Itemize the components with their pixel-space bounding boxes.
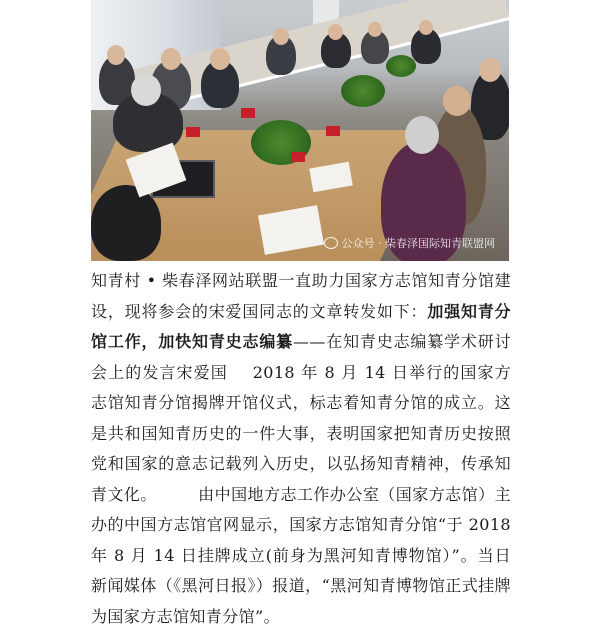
- participant-head: [131, 74, 161, 106]
- participant-head: [161, 48, 181, 70]
- participant-head: [368, 22, 382, 37]
- participant-head: [210, 48, 230, 70]
- name-card: [291, 152, 305, 162]
- article-subtitle: 在知青史志编纂学术研讨会上的发言宋爱国: [91, 332, 511, 382]
- table-plant: [341, 75, 385, 107]
- table-plant: [386, 55, 416, 77]
- watermark: [324, 235, 496, 251]
- participant-head: [443, 86, 471, 116]
- participant-head: [273, 28, 289, 45]
- participant-head: [479, 58, 501, 82]
- participant-head: [328, 24, 343, 40]
- participant-head: [405, 116, 439, 154]
- participant-head: [107, 45, 125, 65]
- name-card: [241, 108, 255, 118]
- title-dash: ——: [293, 332, 326, 351]
- wechat-icon: [324, 237, 338, 249]
- article-headline: 加强知青分馆工作，加快知青史志编纂: [91, 301, 511, 351]
- article-intro: 知青村 • 柴春泽网站联盟一直助力国家方志馆知青分馆建设，现将参会的宋爱国同志的文章转发如下：: [91, 271, 511, 321]
- participant-head: [419, 20, 433, 35]
- name-card: [326, 126, 340, 136]
- meeting-photo: [91, 0, 509, 261]
- article-body: [91, 266, 511, 632]
- watermark-text: 公众号 · 柴春泽国际知青联盟网: [341, 237, 495, 250]
- paragraph: 2018 年 8 月 14 日举行的国家方志馆知青分馆揭牌开馆仪式，标志着知青分馆的成立。这是共和国知青历史的一件大事，表明国家把知青历史按照党和国家的意志记载列入历史，以弘扬知青精神，传承知青文化。: [91, 362, 511, 504]
- name-card: [186, 127, 200, 137]
- paragraph: 由中国地方志工作办公室（国家方志馆）主办的中国方志馆官网显示，国家方志馆知青分馆“于 2018 年 8 月 14 日挂牌成立(前身为黑河知青博物馆）”。当日新闻媒体（《黑河日报》）报道，“黑河知青博物馆正式挂牌为国家方志馆知青分馆”。: [91, 484, 511, 626]
